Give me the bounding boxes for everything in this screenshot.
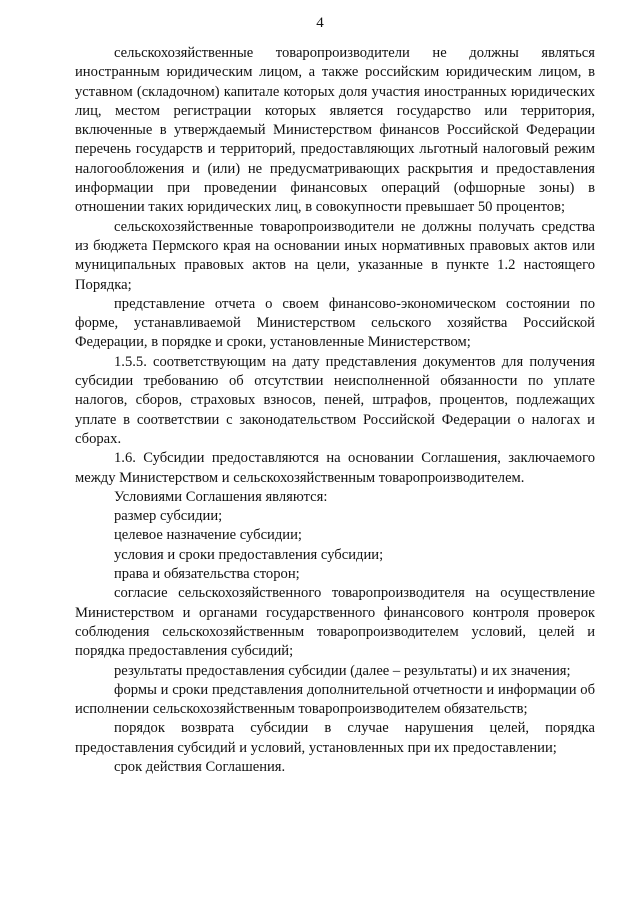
paragraph-no-other-budget-funds: сельскохозяйственные товаропроизводители не должны получать средства из бюджета Пермского края на основании иных нормативных правовых актов или муниципальных правовых актов на цели, указанные в пункте 1.2 настоящего Порядка; [75, 218, 595, 293]
paragraph-1-5-5-no-tax-debt: 1.5.5. соответствующим на дату представления документов для получения субсидии требованию об отсутствии неисполненной обязанности по уплате налогов, сборов, страховых взносов, пеней, штрафов, процентов, подлежащих уплате в соответствии с законодательством Российской Федерации о налогах и сборах. [75, 353, 595, 447]
document-body [75, 44, 595, 777]
paragraph-agreement-conditions-heading: Условиями Соглашения являются: [114, 488, 328, 505]
list-item-results-and-values: результаты предоставления субсидии (далее – результаты) и их значения; [114, 662, 571, 679]
list-item-subsidy-purpose: целевое назначение субсидии; [114, 527, 302, 544]
paragraph-financial-report: представление отчета о своем финансово-экономическом состоянии по форме, устанавливаемой Министерством сельского хозяйства Российской Федерации, в порядке и сроки, установленные Министерством; [75, 295, 595, 351]
paragraph-foreign-capital-requirement: сельскохозяйственные товаропроизводители не должны являться иностранным юридическим лицом, а также российским юридическим лицом, в уставном (складочном) капитале которых доля участия иностранных юридических лиц, местом регистрации которых является государство или территория, включенные в утверждаемый Министерством финансов Российской Федерации перечень государств и территорий, предоставляющих льготный налоговый режим налогообложения и (или) не предусматривающих раскрытия и предоставления информации при проведении финансовых операций (офшорные зоны) в отношении таких юридических лиц, в совокупности превышает 50 процентов; [75, 45, 595, 216]
list-item-agreement-term: срок действия Соглашения. [114, 758, 286, 775]
list-item-additional-reporting: формы и сроки представления дополнительной отчетности и информации об исполнении сельскохозяйственным товаропроизводителем обязательств; [75, 681, 595, 718]
paragraph-1-6-agreement-basis: 1.6. Субсидии предоставляются на основании Соглашения, заключаемого между Министерством и сельскохозяйственным товаропроизводителем. [75, 450, 595, 486]
page-number: 4 [316, 15, 324, 31]
list-item-consent-to-audits: согласие сельскохозяйственного товаропроизводителя на осуществление Министерством и органами государственного финансового контроля проверок соблюдения сельскохозяйственным товаропроизводителем условий, целей и порядка предоставления субсидий; [75, 585, 595, 660]
list-item-rights-and-obligations: права и обязательства сторон; [114, 566, 300, 583]
list-item-conditions-and-terms: условия и сроки предоставления субсидии; [114, 546, 384, 563]
list-item-subsidy-amount: размер субсидии; [114, 508, 223, 525]
list-item-refund-procedure: порядок возврата субсидии в случае нарушения целей, порядка предоставления субсидий и условий, установленных при их предоставлении; [75, 720, 595, 756]
